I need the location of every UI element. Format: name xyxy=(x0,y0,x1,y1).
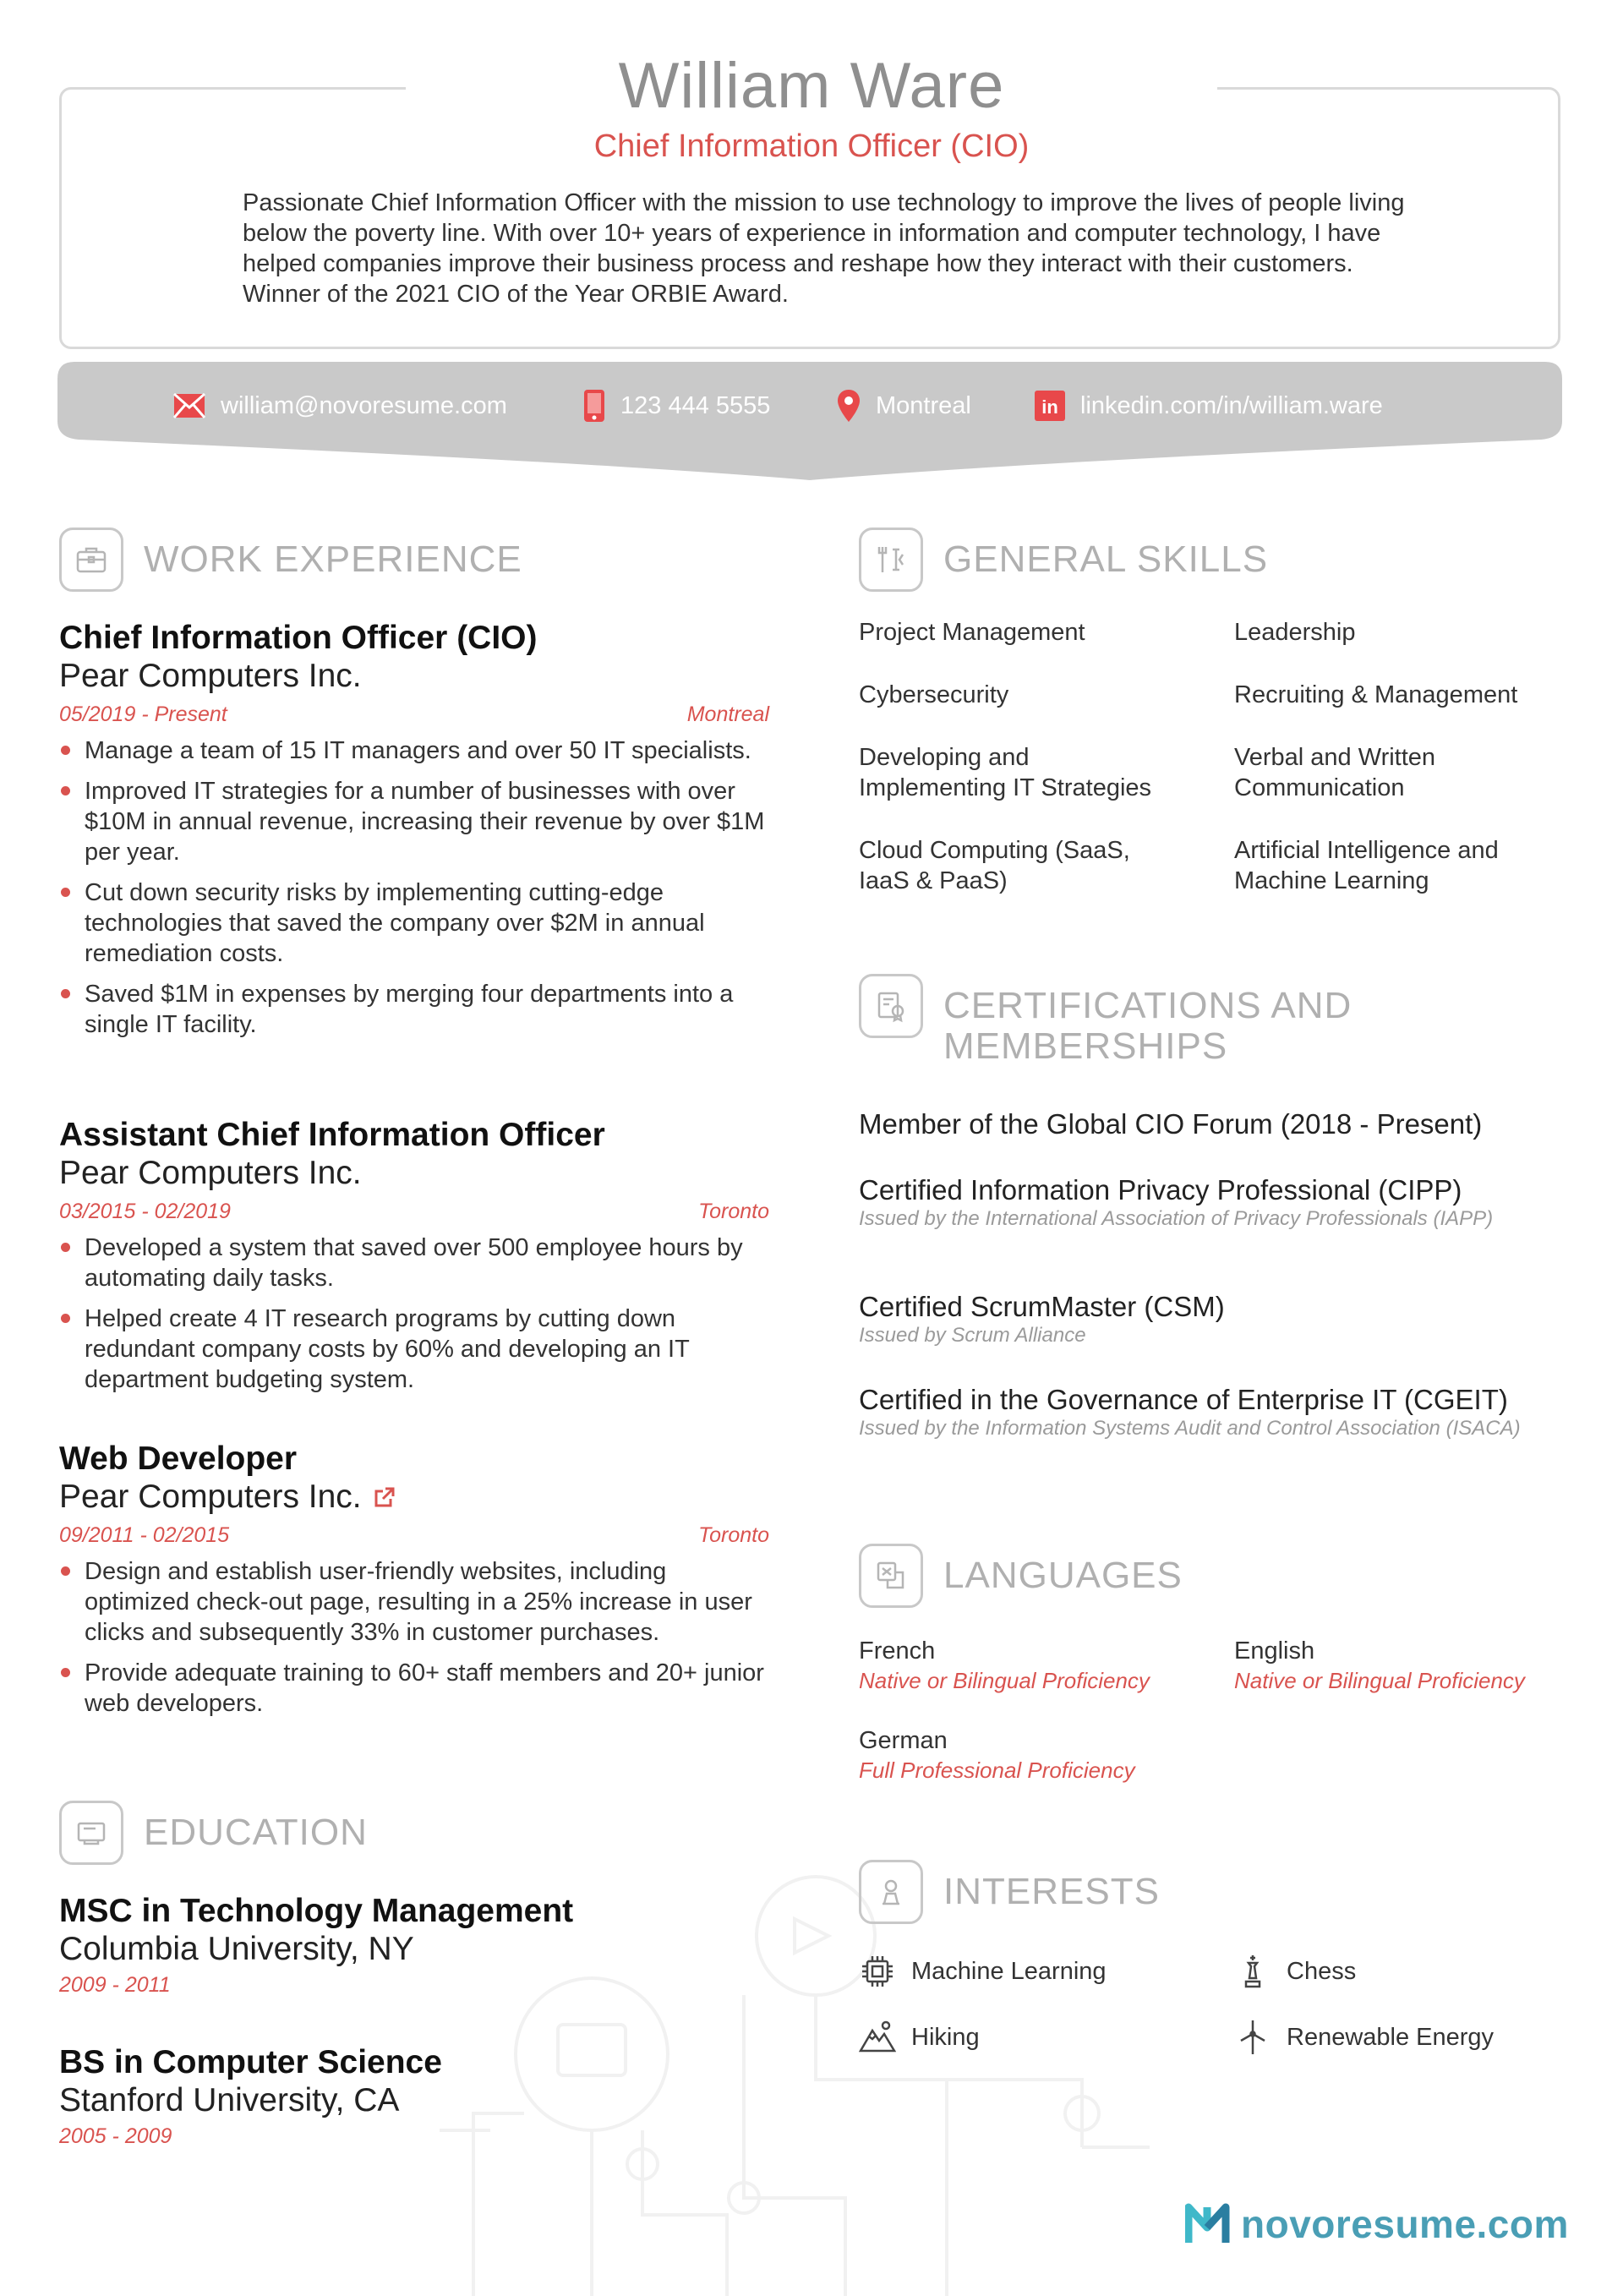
job-entry xyxy=(59,1116,769,1405)
education-header xyxy=(59,1801,368,1865)
svg-text:in: in xyxy=(1041,396,1058,418)
linkedin-icon xyxy=(1035,391,1065,421)
interest-name: Hiking xyxy=(911,2023,980,2051)
chip-icon xyxy=(859,1953,896,1990)
education-entry xyxy=(59,2043,769,2153)
cert-name: Certified in the Governance of Enterprise IT (CGEIT) xyxy=(859,1384,1508,1415)
map-pin-icon xyxy=(837,389,861,423)
interest-item xyxy=(859,2019,980,2056)
job-location: Montreal xyxy=(686,702,769,726)
edu-dates: 2005 - 2009 xyxy=(59,2124,172,2148)
interest-name: Machine Learning xyxy=(911,1957,1107,1985)
bullet-item: Manage a team of 15 IT managers and over 50 IT specialists. xyxy=(59,735,769,766)
language-item xyxy=(1234,1636,1589,1695)
profile-summary: Passionate Chief Information Officer with the mission to use technology to improve the lives of people living below the poverty line. With over 10+ years of experience in information and computer technology, I have helped companies improve their business process and reshape how they interact with their customers. Winner of the 2021 CIO of the Year ORBIE Award. xyxy=(243,189,1405,308)
contact-email-text: william@novoresume.com xyxy=(221,391,507,419)
language-level: Full Professional Proficiency xyxy=(859,1758,1135,1783)
skill-item: Leadership xyxy=(1234,619,1356,646)
phone-icon xyxy=(583,389,605,423)
education-title: EDUCATION xyxy=(144,1812,368,1853)
contact-location-text: Montreal xyxy=(876,391,971,419)
skill-item: Project Management xyxy=(859,619,1085,646)
interest-item xyxy=(859,1953,1107,1990)
job-company: Pear Computers Inc. xyxy=(59,1479,362,1515)
cert-entry xyxy=(859,1290,1560,1348)
skill-item: Developing and Implementing IT Strategies xyxy=(859,744,1152,801)
edu-degree: MSC in Technology Management xyxy=(59,1893,574,1929)
language-item xyxy=(859,1636,1214,1695)
language-name: German xyxy=(859,1727,948,1754)
job-company: Pear Computers Inc. xyxy=(59,1155,362,1191)
cert-entry xyxy=(859,1173,1560,1231)
bullet-item: Developed a system that saved over 500 employee hours by automating daily tasks. xyxy=(59,1233,769,1293)
bullet-item: Design and establish user-friendly websites, including optimized check-out page, resulting in a 25% increase in user clicks and subsequently 33% in customer purchases. xyxy=(59,1556,769,1648)
novoresume-logo-mark xyxy=(1185,2202,1234,2246)
contact-linkedin[interactable] xyxy=(1035,385,1383,427)
skills-title: GENERAL SKILLS xyxy=(943,538,1269,580)
external-link-icon[interactable] xyxy=(374,1486,396,1508)
job-entry xyxy=(59,619,769,1050)
cert-name: Member of the Global CIO Forum (2018 - Present) xyxy=(859,1108,1483,1140)
interest-item xyxy=(1234,2019,1494,2056)
interests-title: INTERESTS xyxy=(943,1871,1160,1912)
cert-issuer: Issued by the Information Systems Audit and Control Association (ISACA) xyxy=(859,1417,1521,1440)
cert-name: Certified Information Privacy Professional (CIPP) xyxy=(859,1174,1462,1205)
contact-phone[interactable] xyxy=(583,385,770,427)
skills-header xyxy=(859,528,1268,592)
job-meta xyxy=(59,1197,769,1226)
contact-location xyxy=(837,385,971,427)
job-bullets xyxy=(59,1556,769,1719)
languages-header xyxy=(859,1544,1183,1608)
job-location: Toronto xyxy=(698,1200,769,1223)
interest-name: Renewable Energy xyxy=(1287,2023,1495,2051)
job-bullets xyxy=(59,735,769,1040)
work-experience-header xyxy=(59,528,522,592)
job-location: Toronto xyxy=(698,1523,769,1547)
bullet-item: Saved $1M in expenses by merging four departments into a single IT facility. xyxy=(59,979,769,1040)
job-company-row xyxy=(59,1479,769,1516)
tools-icon xyxy=(859,528,923,592)
job-dates: 03/2015 - 02/2019 xyxy=(59,1200,231,1223)
job-role: Chief Information Officer (CIO) xyxy=(59,620,538,656)
languages-title: LANGUAGES xyxy=(943,1555,1183,1596)
skill-item: Cybersecurity xyxy=(859,681,1009,708)
language-name: English xyxy=(1234,1637,1315,1665)
contact-email[interactable] xyxy=(173,385,507,427)
job-role: Web Developer xyxy=(59,1440,298,1477)
job-meta xyxy=(59,700,769,729)
bullet-item: Improved IT strategies for a number of businesses with over $10M in annual revenue, increasing their revenue by over $1M per year. xyxy=(59,776,769,867)
skill-item: Recruiting & Management xyxy=(1234,681,1518,708)
interest-name: Chess xyxy=(1287,1957,1357,1985)
graduation-icon xyxy=(59,1801,123,1865)
contact-linkedin-text: linkedin.com/in/william.ware xyxy=(1080,391,1383,419)
edu-dates: 2009 - 2011 xyxy=(59,1973,171,1997)
bullet-item: Helped create 4 IT research programs by cutting down redundant company costs by 60% and developing an IT department budgeting system. xyxy=(59,1304,769,1395)
job-entry xyxy=(59,1440,769,1729)
briefcase-icon xyxy=(59,528,123,592)
language-item xyxy=(859,1725,1214,1785)
certifications-title: CERTIFICATIONS AND MEMBERSHIPS xyxy=(943,985,1352,1067)
interests-header xyxy=(859,1860,1160,1924)
cert-entry xyxy=(859,1383,1560,1440)
candidate-name: William Ware xyxy=(618,50,1005,122)
contact-row xyxy=(0,385,1623,427)
job-company: Pear Computers Inc. xyxy=(59,658,362,694)
edu-degree: BS in Computer Science xyxy=(59,2044,442,2080)
job-bullets xyxy=(59,1233,769,1395)
translate-icon xyxy=(859,1544,923,1608)
certificate-icon xyxy=(859,974,923,1038)
job-dates: 05/2019 - Present xyxy=(59,702,227,726)
interest-item xyxy=(1234,1953,1356,1990)
interests-icon xyxy=(859,1860,923,1924)
edu-school: Stanford University, CA xyxy=(59,2082,400,2118)
cert-issuer: Issued by Scrum Alliance xyxy=(859,1324,1086,1347)
language-name: French xyxy=(859,1637,936,1665)
novoresume-logo-text: novoresume.com xyxy=(1241,2202,1569,2246)
language-level: Native or Bilingual Proficiency xyxy=(1234,1668,1525,1693)
wind-turbine-icon xyxy=(1234,2019,1271,2056)
work-experience-title: WORK EXPERIENCE xyxy=(144,538,522,580)
skill-item: Cloud Computing (SaaS, IaaS & PaaS) xyxy=(859,837,1130,894)
education-entry xyxy=(59,1892,769,2002)
cert-name: Certified ScrumMaster (CSM) xyxy=(859,1291,1225,1322)
candidate-title: Chief Information Officer (CIO) xyxy=(593,128,1030,164)
skill-item: Artificial Intelligence and Machine Learning xyxy=(1234,837,1499,894)
skill-item: Verbal and Written Communication xyxy=(1234,744,1436,801)
cert-entry xyxy=(859,1107,1560,1141)
bullet-item: Provide adequate training to 60+ staff members and 20+ junior web developers. xyxy=(59,1658,769,1719)
job-role: Assistant Chief Information Officer xyxy=(59,1117,605,1153)
bullet-item: Cut down security risks by implementing cutting-edge technologies that saved the company over $2M in annual remediation costs. xyxy=(59,877,769,969)
job-meta xyxy=(59,1521,769,1550)
novoresume-logo[interactable] xyxy=(1185,2201,1569,2247)
edu-school: Columbia University, NY xyxy=(59,1931,414,1967)
chess-icon xyxy=(1234,1953,1271,1990)
envelope-icon xyxy=(173,393,205,418)
job-dates: 09/2011 - 02/2015 xyxy=(59,1523,230,1547)
language-level: Native or Bilingual Proficiency xyxy=(859,1668,1150,1693)
certifications-header xyxy=(859,974,1417,1067)
cert-issuer: Issued by the International Association of Privacy Professionals (IAPP) xyxy=(859,1207,1494,1230)
contact-phone-text: 123 444 5555 xyxy=(620,391,771,419)
mountain-icon xyxy=(859,2019,896,2056)
